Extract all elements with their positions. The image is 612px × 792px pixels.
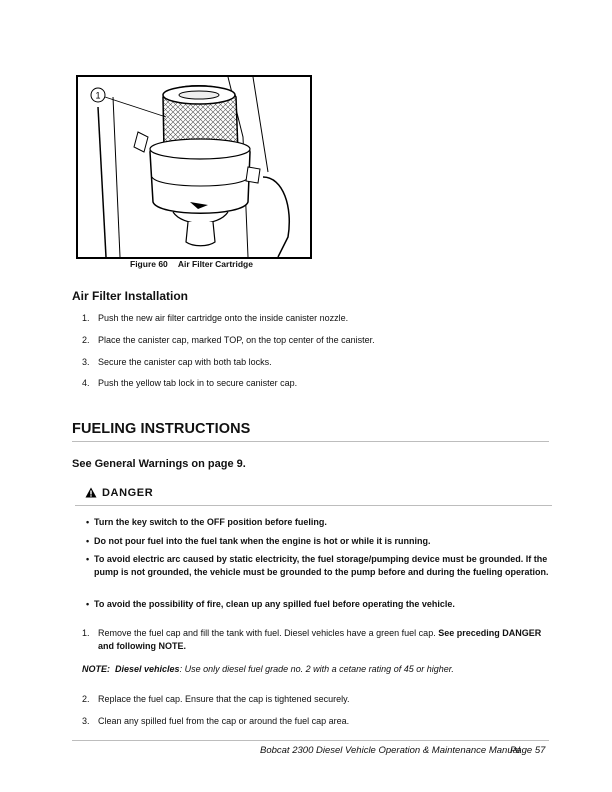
danger-divider	[75, 505, 552, 506]
install-step: 3. Secure the canister cap with both tab locks.	[82, 357, 272, 367]
section-divider	[72, 441, 549, 442]
danger-item: • To avoid the possibility of fire, clean up any spilled fuel before operating the vehicle.	[86, 599, 455, 609]
warning-triangle-icon	[85, 487, 97, 498]
section-heading-fueling-instructions: FUELING INSTRUCTIONS	[72, 421, 251, 437]
danger-header	[85, 487, 153, 499]
install-step: 4. Push the yellow tab lock in to secure canister cap.	[82, 378, 298, 388]
danger-item: • To avoid electric arc caused by static electricity, the fuel storage/pumping device must be grounded. If the pump is not grounded, the vehicle must be grounded to the pump before and during the fueling operation.	[86, 554, 549, 577]
danger-label: DANGER	[102, 487, 154, 499]
figure-caption	[130, 259, 253, 269]
figure-number: Figure 60	[130, 259, 168, 269]
figure-callout-number: 1	[95, 90, 101, 101]
note: NOTE: Diesel vehicles: Use only diesel fuel grade no. 2 with a cetane rating of 45 or higher.	[82, 664, 454, 674]
footer-page-number: Page 57	[510, 745, 546, 756]
danger-item: • Do not pour fuel into the fuel tank when the engine is hot or while it is running.	[86, 536, 431, 546]
figure-illustration	[76, 75, 312, 259]
figure-title: Air Filter Cartridge	[177, 259, 253, 269]
fueling-step: 1. Remove the fuel cap and fill the tank with fuel. Diesel vehicles have a green fuel cap. See preceding DANGER and following NOTE.	[82, 628, 542, 651]
danger-item: • Turn the key switch to the OFF position before fueling.	[86, 517, 327, 527]
footer-manual-title: Bobcat 2300 Diesel Vehicle Operation & Maintenance Manual	[260, 745, 521, 756]
general-warnings-reference: See General Warnings on page 9.	[72, 458, 246, 470]
section-heading-air-filter-installation: Air Filter Installation	[72, 289, 189, 303]
install-step: 1. Push the new air filter cartridge onto the inside canister nozzle.	[82, 313, 349, 323]
air-filter-illustration	[78, 77, 310, 257]
footer-divider	[72, 740, 549, 741]
fueling-step: 3. Clean any spilled fuel from the cap or around the fuel cap area.	[82, 716, 350, 726]
install-step: 2. Place the canister cap, marked TOP, on the top center of the canister.	[82, 335, 375, 345]
fueling-step: 2. Replace the fuel cap. Ensure that the cap is tightened securely.	[82, 694, 350, 704]
